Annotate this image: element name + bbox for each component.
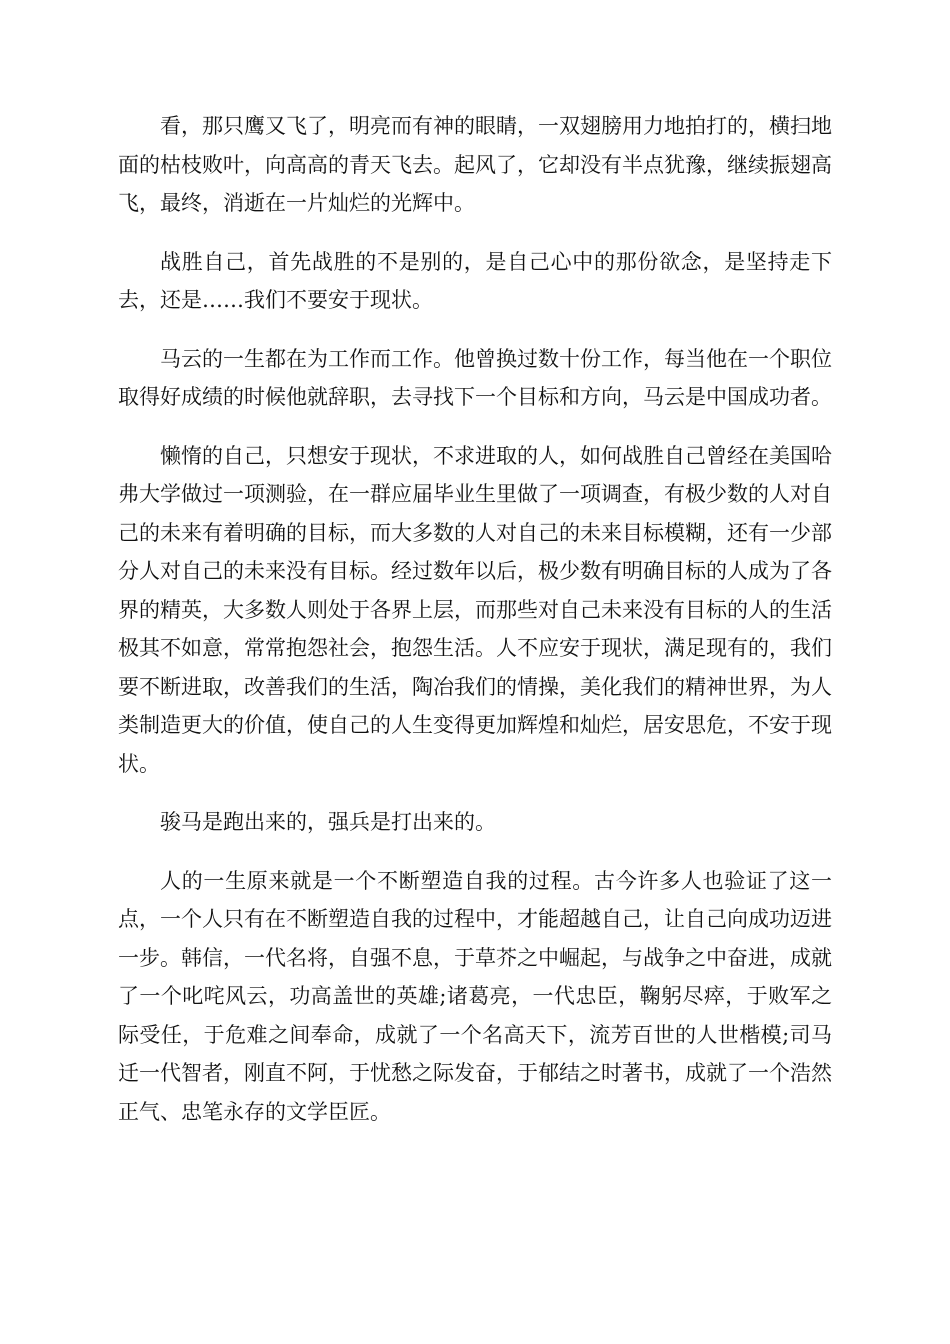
- document-body: [118, 107, 832, 1151]
- paragraph-overcome-self: 战胜自己，首先战胜的不是别的，是自己心中的那份欲念，是坚持走下去，还是……我们不要安于现状。: [118, 249, 832, 312]
- paragraph-eagle: 看，那只鹰又飞了，明亮而有神的眼睛，一双翅膀用力地拍打的，横扫地面的枯枝败叶，向高高的青天飞去。起风了，它却没有半点犹豫，继续振翅高飞，最终，消逝在一片灿烂的光辉中。: [118, 114, 832, 215]
- paragraph-ma-yun: 马云的一生都在为工作而工作。他曾换过数十份工作，每当他在一个职位取得好成绩的时候他就辞职，去寻找下一个目标和方向，马云是中国成功者。: [118, 346, 832, 409]
- paragraph-horse-soldier: 骏马是跑出来的，强兵是打出来的。: [160, 810, 496, 834]
- paragraph-harvard-survey: 懒惰的自己，只想安于现状，不求进取的人，如何战胜自己曾经在美国哈弗大学做过一项测验，在一群应届毕业生里做了一项调查，有极少数的人对自己的未来有着明确的目标，而大多数的人对自己的未来目标模糊，还有一少部分人对自己的未来没有目标。经过数年以后，极少数有明确目标的人成为了各界的精英，大多数人则处于各界上层，而那些对自己未来没有目标的人的生活极其不如意，常常抱怨社会，抱怨生活。人不应安于现状，满足现有的，我们要不断进取，改善我们的生活，陶冶我们的情操，美化我们的精神世界，为人类制造更大的价值，使自己的人生变得更加辉煌和灿烂，居安思危，不安于现状。: [118, 443, 832, 776]
- paragraph-self-shaping: 人的一生原来就是一个不断塑造自我的过程。古今许多人也验证了这一点，一个人只有在不断塑造自我的过程中，才能超越自己，让自己向成功迈进一步。韩信，一代名将，自强不息，于草芥之中崛起，与战争之中奋进，成就了一个叱咤风云，功高盖世的英雄;诸葛亮，一代忠臣，鞠躬尽瘁，于败军之际受任，于危难之间奉命，成就了一个名高天下，流芳百世的人世楷模;司马迁一代智者，刚直不阿，于忧愁之际发奋，于郁结之时著书，成就了一个浩然正气、忠笔永存的文学臣匠。: [118, 868, 832, 1124]
